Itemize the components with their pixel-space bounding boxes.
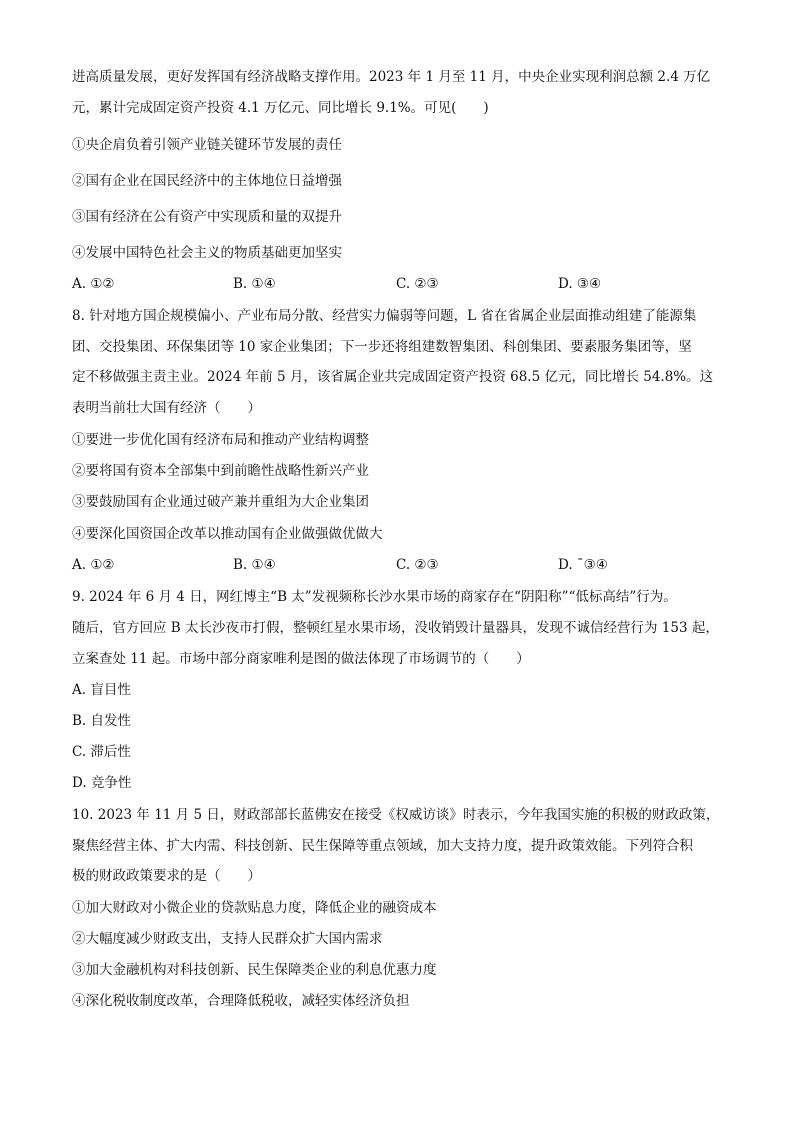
q7-item-4: ④发展中国特色社会主义的物质基础更加坚实	[72, 245, 342, 261]
q8-option-b: B. ①④	[233, 557, 276, 573]
q9-option-a: A. 盲目性	[72, 682, 131, 698]
q9-option-b: B. 自发性	[72, 713, 132, 729]
q8-stem-line-2: 团、交投集团、环保集团等 10 家企业集团；下一步还将组建数智集团、科创集团、要素服务集团等，坚	[72, 339, 692, 355]
q7-option-a: A. ①②	[72, 276, 115, 292]
q7-option-c: C. ②③	[396, 276, 439, 292]
q10-item-2: ②大幅度减少财政支出，支持人民群众扩大国内需求	[72, 931, 383, 947]
q8-option-a: A. ①②	[72, 557, 115, 573]
q8-item-3: ③要鼓励国有企业通过破产兼并重组为大企业集团	[72, 494, 369, 510]
q7-item-3: ③国有经济在公有资产中实现质和量的双提升	[72, 209, 342, 225]
q8-stem-line-3: 定不移做强主责主业。2024 年前 5 月，该省属企业共完成固定资产投资 68.5 亿元，同比增长 54.8%。这	[72, 369, 714, 385]
q7-option-b: B. ①④	[233, 276, 276, 292]
q10-stem-line-1: 10. 2023 年 11 月 5 日，财政部部长蓝佛安在接受《权威访谈》时表示，今年我国实施的积极的财政政策，	[72, 807, 720, 823]
q7-item-1: ①央企肩负着引领产业链关键环节发展的责任	[72, 137, 342, 153]
q9-stem-line-3: 立案查处 11 起。市场中部分商家唯利是图的做法体现了市场调节的（ ）	[72, 651, 530, 667]
q8-option-c: C. ②③	[396, 557, 439, 573]
q7-stem-line-2: 元，累计完成固定资产投资 4.1 万亿元、同比增长 9.1%。可见( )	[72, 100, 489, 116]
q7-option-d: D. ③④	[558, 276, 602, 292]
q10-item-1: ①加大财政对小微企业的贷款贴息力度，降低企业的融资成本	[72, 900, 437, 916]
q8-item-2: ②要将国有资本全部集中到前瞻性战略性新兴产业	[72, 463, 369, 479]
q10-stem-line-2: 聚焦经营主体、扩大内需、科技创新、民生保障等重点领域，加大支持力度，提升政策效能。下列符合积	[72, 838, 693, 854]
q9-option-c: C. 滞后性	[72, 744, 131, 760]
q8-stem-line-1: 8. 针对地方国企规模偏小、产业布局分散、经营实力偏弱等问题，L 省在省属企业层面推动组建了能源集	[72, 308, 697, 324]
q9-stem-line-1: 9. 2024 年 6 月 4 日，网红博主“B 太”发视频称长沙水果市场的商家存在“阴阳称”“低标高结”行为。	[72, 589, 677, 605]
q9-stem-line-2: 随后，官方回应 B 太长沙夜市打假，整顿红星水果市场，没收销毁计量器具，发现不诚信经营行为 153 起，	[72, 620, 719, 636]
q7-stem-line-1: 进高质量发展，更好发挥国有经济战略支撑作用。2023 年 1 月至 11 月，中央企业实现利润总额 2.4 万亿	[72, 69, 711, 85]
q9-option-d: D. 竞争性	[72, 775, 132, 791]
q10-item-4: ④深化税收制度改革，合理降低税收，减轻实体经济负担	[72, 993, 410, 1009]
q10-item-3: ③加大金融机构对科技创新、民生保障类企业的利息优惠力度	[72, 962, 437, 978]
q7-item-2: ②国有企业在国民经济中的主体地位日益增强	[72, 173, 342, 189]
q8-item-1: ①要进一步优化国有经济布局和推动产业结构调整	[72, 432, 369, 448]
q8-item-4: ④要深化国资国企改革以推动国有企业做强做优做大	[72, 526, 383, 542]
q10-stem-line-3: 极的财政政策要求的是（ ）	[72, 868, 261, 884]
q8-option-d: D. ˉ③④	[558, 557, 608, 573]
q8-stem-line-4: 表明当前壮大国有经济（ ）	[72, 400, 261, 416]
